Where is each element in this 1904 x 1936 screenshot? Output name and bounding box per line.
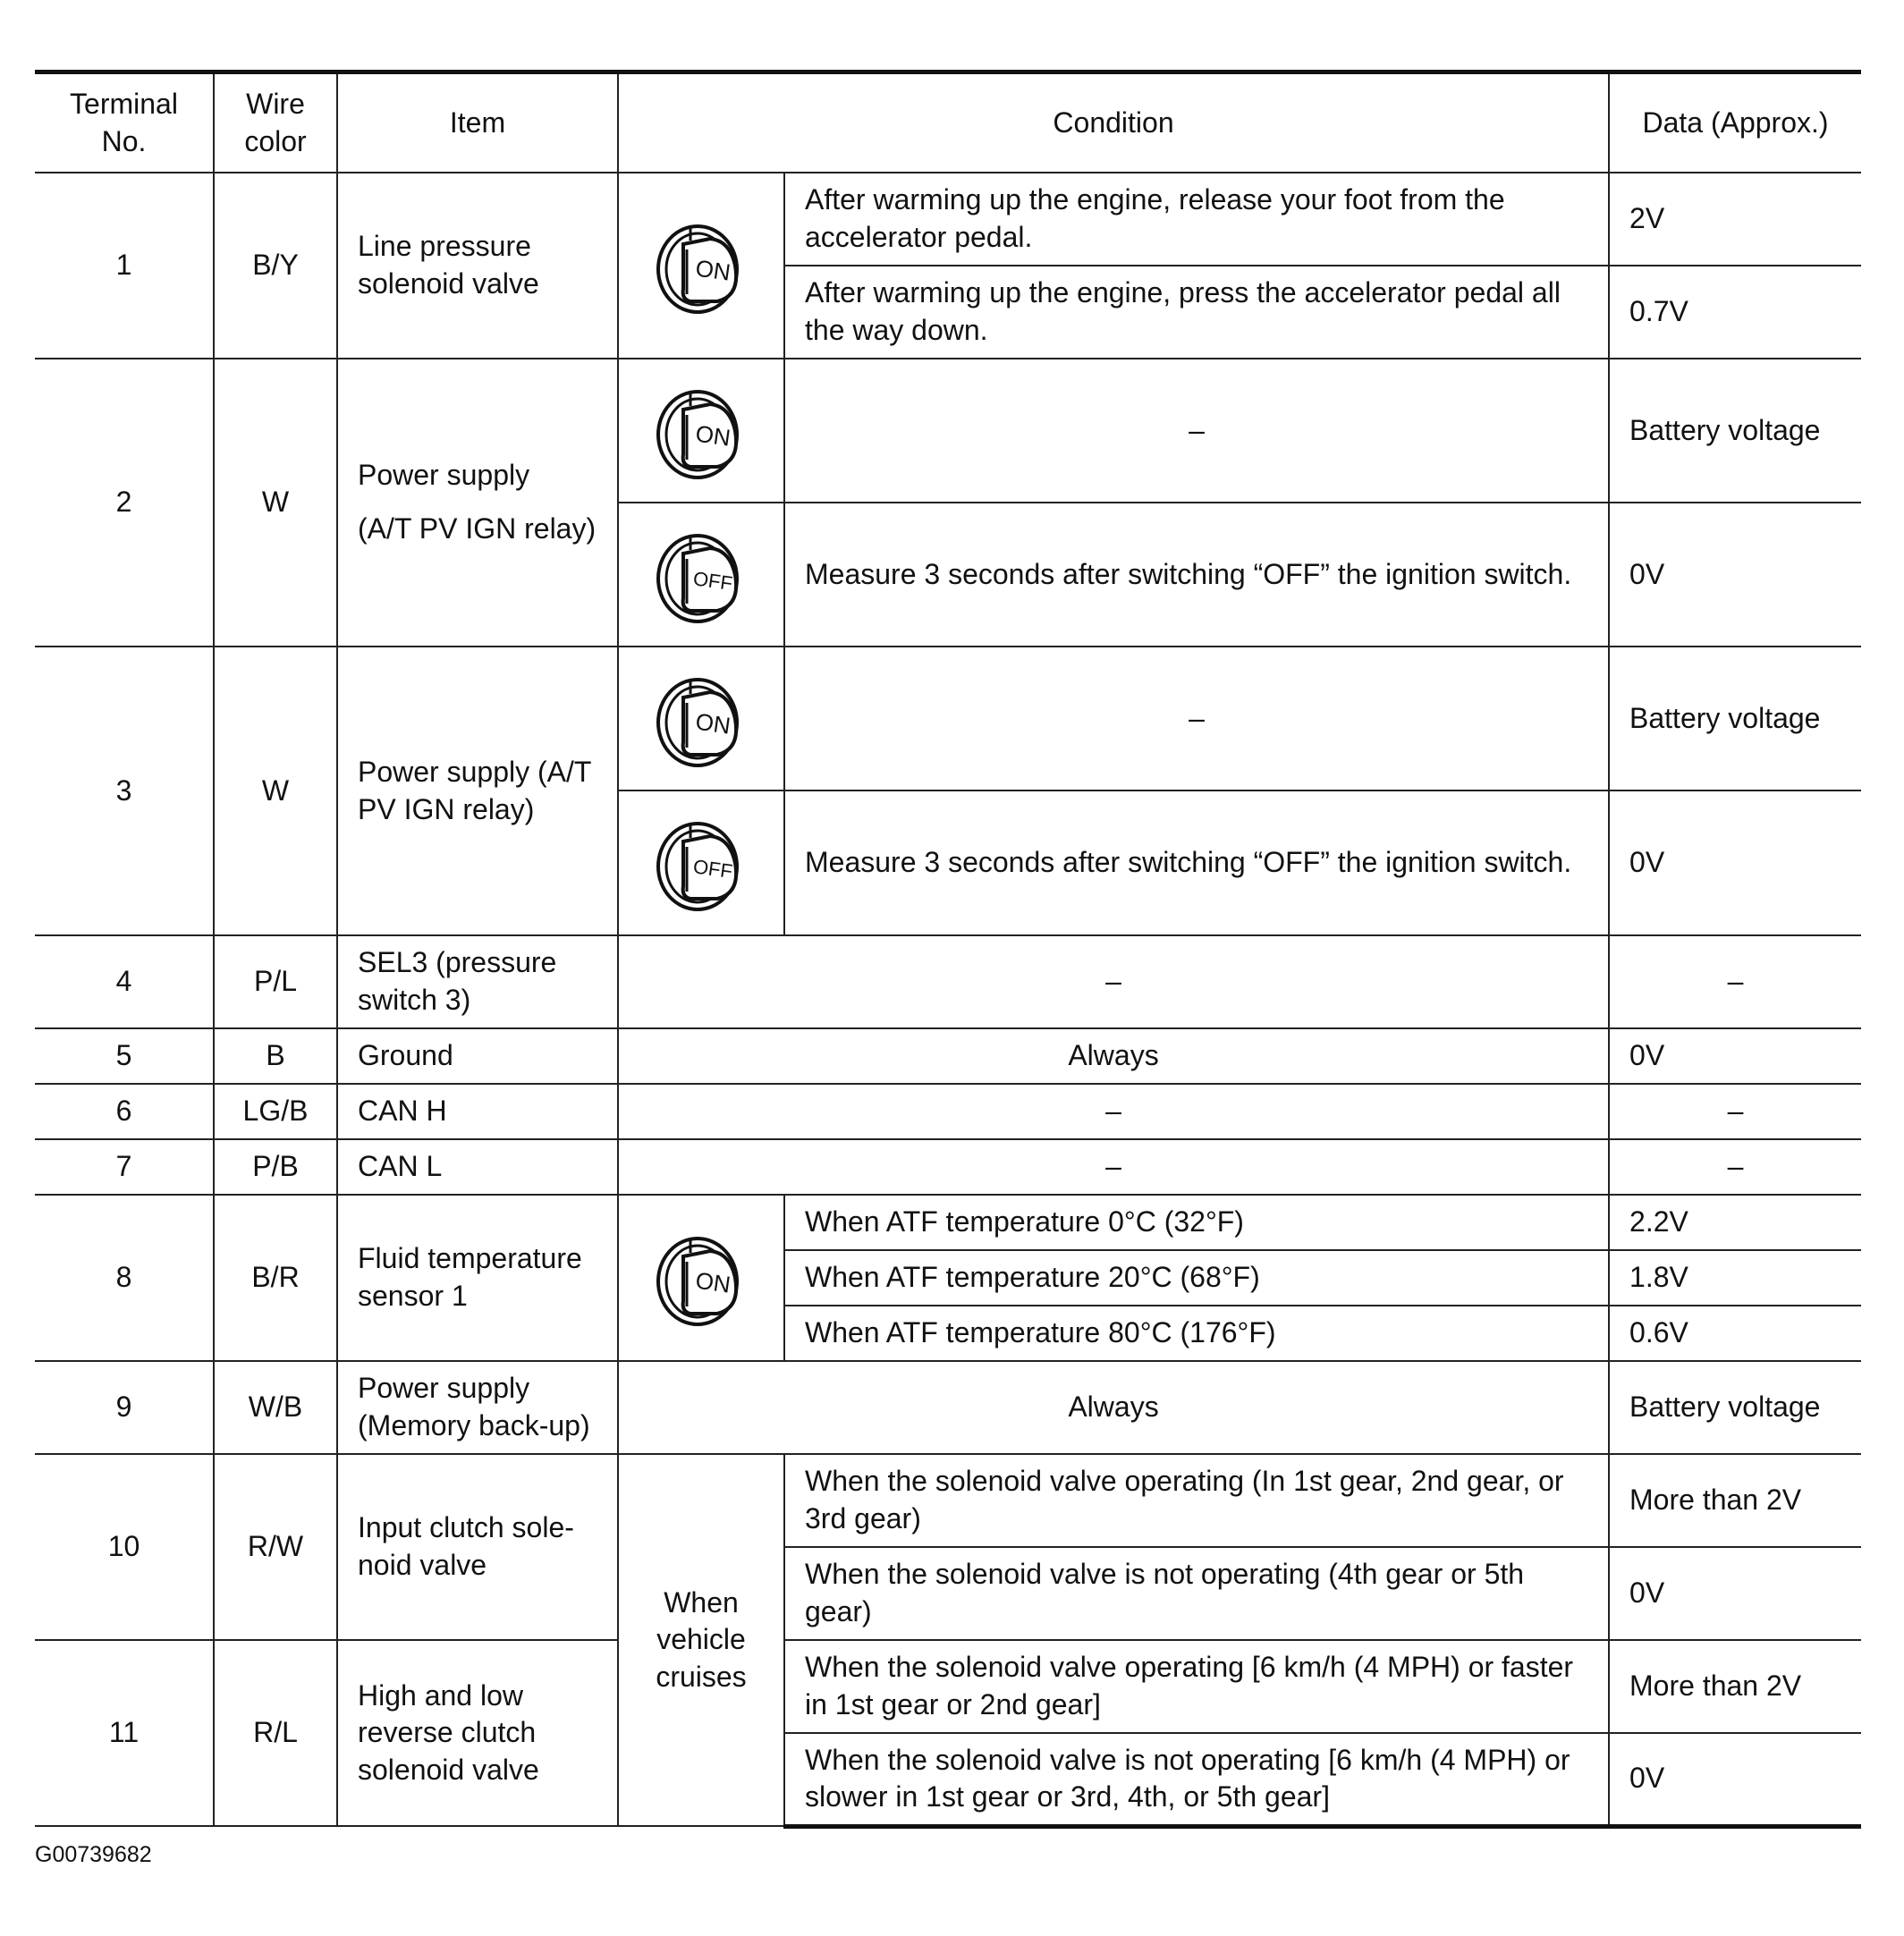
condition-text: Measure 3 seconds after switching “OFF” the ignition switch. <box>784 503 1609 647</box>
condition-text: When the solenoid valve operating [6 km/h (4 MPH) or faster in 1st gear or 2nd gear] <box>784 1640 1609 1733</box>
wire-color: P/B <box>214 1139 337 1195</box>
item: Input clutch sole-noid valve <box>337 1454 618 1640</box>
data-value: Battery voltage <box>1609 647 1861 790</box>
header-item: Item <box>337 72 618 173</box>
table-row <box>35 647 1861 790</box>
table-row <box>35 1139 1861 1195</box>
condition-text: When ATF temperature 0°C (32°F) <box>784 1195 1609 1250</box>
data-value: 1.8V <box>1609 1250 1861 1306</box>
data-value: 0.6V <box>1609 1306 1861 1361</box>
ignition-key-on-icon <box>618 359 784 503</box>
terminal-no: 11 <box>35 1640 214 1826</box>
wire-color: W <box>214 647 337 935</box>
table-row <box>35 1640 1861 1733</box>
data-value: 0V <box>1609 1733 1861 1826</box>
data-value: 0V <box>1609 1028 1861 1084</box>
item: Ground <box>337 1028 618 1084</box>
condition-text: When the solenoid valve is not operating (4th gear or 5th gear) <box>784 1547 1609 1640</box>
wire-color: W <box>214 359 337 647</box>
item: Power supply (A/T PV IGN relay) <box>337 647 618 935</box>
table-row <box>35 1454 1861 1547</box>
header-data: Data (Approx.) <box>1609 72 1861 173</box>
table-row <box>35 1195 1861 1250</box>
item: High and low reverse clutch solenoid valve <box>337 1640 618 1826</box>
wire-color: B/Y <box>214 173 337 359</box>
data-value: 2.2V <box>1609 1195 1861 1250</box>
wire-color: R/L <box>214 1640 337 1826</box>
condition-text: When ATF temperature 20°C (68°F) <box>784 1250 1609 1306</box>
terminal-no: 3 <box>35 647 214 935</box>
header-condition: Condition <box>618 72 1609 173</box>
data-value: More than 2V <box>1609 1640 1861 1733</box>
item-line: Power supply <box>358 459 530 492</box>
condition-text: When the solenoid valve operating (In 1st gear, 2nd gear, or 3rd gear) <box>784 1454 1609 1547</box>
item-line: (A/T PV IGN relay) <box>358 512 597 545</box>
terminal-no: 9 <box>35 1361 214 1454</box>
table-row <box>35 173 1861 266</box>
terminal-no: 5 <box>35 1028 214 1084</box>
wire-color: W/B <box>214 1361 337 1454</box>
header-row <box>35 72 1861 173</box>
ignition-key-on-icon <box>618 1195 784 1361</box>
ignition-key-on-icon <box>618 173 784 359</box>
terminal-no: 6 <box>35 1084 214 1139</box>
wire-color: B <box>214 1028 337 1084</box>
data-value: Battery voltage <box>1609 1361 1861 1454</box>
condition-text: Always <box>618 1361 1609 1454</box>
condition-text: When ATF temperature 80°C (176°F) <box>784 1306 1609 1361</box>
ignition-key-off-icon <box>618 503 784 647</box>
data-value: 0.7V <box>1609 266 1861 359</box>
table-row <box>35 359 1861 503</box>
svg-text:ON: ON <box>693 419 732 452</box>
terminal-no: 10 <box>35 1454 214 1640</box>
data-value: Battery voltage <box>1609 359 1861 503</box>
svg-text:OFF: OFF <box>691 855 734 883</box>
terminal-no: 8 <box>35 1195 214 1361</box>
item: Line pressure solenoid valve <box>337 173 618 359</box>
table-row <box>35 1084 1861 1139</box>
condition-text: After warming up the engine, press the accelerator pedal all the way down. <box>784 266 1609 359</box>
data-value: – <box>1609 1139 1861 1195</box>
data-value: 2V <box>1609 173 1861 266</box>
svg-text:OFF: OFF <box>691 566 734 595</box>
condition-text: – <box>618 935 1609 1028</box>
ignition-key-off-icon <box>618 790 784 935</box>
condition-text: – <box>618 1084 1609 1139</box>
table-row <box>35 1361 1861 1454</box>
wire-color: B/R <box>214 1195 337 1361</box>
item: CAN L <box>337 1139 618 1195</box>
terminal-no: 4 <box>35 935 214 1028</box>
data-value: 0V <box>1609 790 1861 935</box>
condition-text: – <box>784 647 1609 790</box>
svg-text:ON: ON <box>693 254 732 286</box>
data-value: 0V <box>1609 1547 1861 1640</box>
condition-text: Measure 3 seconds after switching “OFF” the ignition switch. <box>784 790 1609 935</box>
item: Power supply (Memory back-up) <box>337 1361 618 1454</box>
document-code: G00739682 <box>35 1842 152 1867</box>
condition-text: – <box>618 1139 1609 1195</box>
condition-text: Always <box>618 1028 1609 1084</box>
item: CAN H <box>337 1084 618 1139</box>
item <box>337 359 618 647</box>
terminal-spec-table <box>35 70 1861 1829</box>
table-row <box>35 1028 1861 1084</box>
condition-text: – <box>784 359 1609 503</box>
ignition-key-on-icon <box>618 647 784 790</box>
cruise-condition: When vehicle cruises <box>618 1454 784 1826</box>
item: SEL3 (pressure switch 3) <box>337 935 618 1028</box>
data-value: – <box>1609 1084 1861 1139</box>
svg-text:ON: ON <box>693 707 732 740</box>
condition-text: After warming up the engine, release your foot from the accelerator pedal. <box>784 173 1609 266</box>
wire-color: P/L <box>214 935 337 1028</box>
table-row <box>35 935 1861 1028</box>
data-value: – <box>1609 935 1861 1028</box>
header-terminal-no: Terminal No. <box>35 72 214 173</box>
item: Fluid temperature sensor 1 <box>337 1195 618 1361</box>
data-value: 0V <box>1609 503 1861 647</box>
wire-color: LG/B <box>214 1084 337 1139</box>
data-value: More than 2V <box>1609 1454 1861 1547</box>
terminal-no: 2 <box>35 359 214 647</box>
terminal-no: 7 <box>35 1139 214 1195</box>
header-wire-color: Wire color <box>214 72 337 173</box>
terminal-no: 1 <box>35 173 214 359</box>
condition-text: When the solenoid valve is not operating [6 km/h (4 MPH) or slower in 1st gear or 3rd, 4th, or 5th gear] <box>784 1733 1609 1826</box>
wire-color: R/W <box>214 1454 337 1640</box>
svg-text:ON: ON <box>693 1266 732 1298</box>
